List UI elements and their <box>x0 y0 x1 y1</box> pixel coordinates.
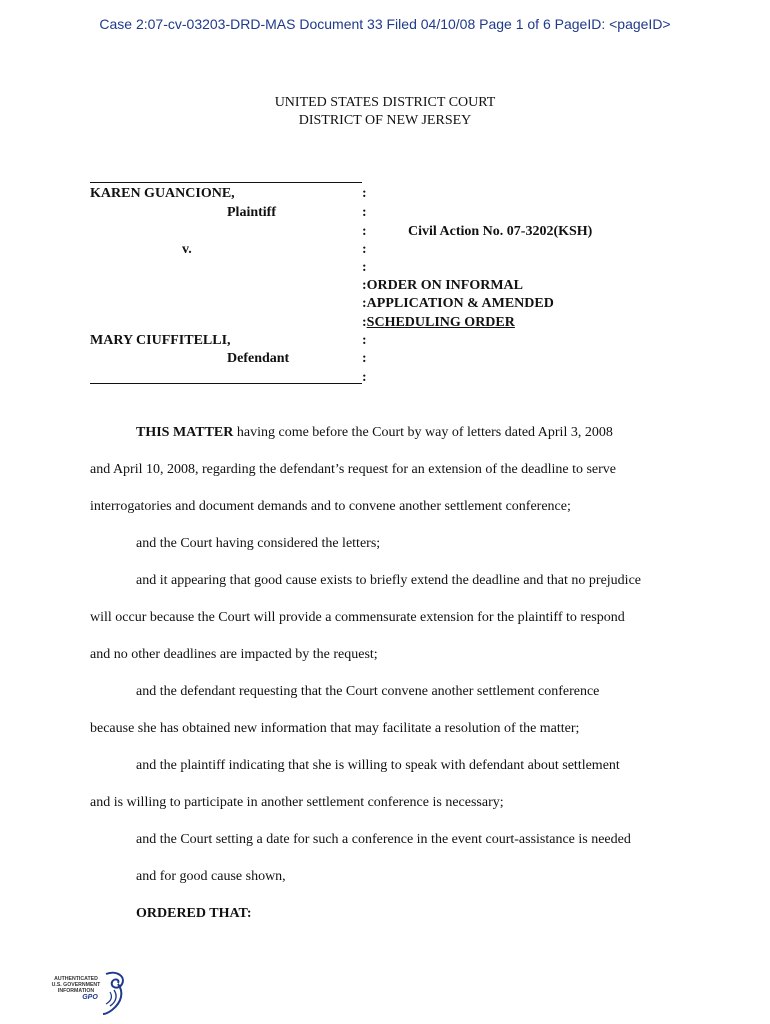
order-title-line-2: :APPLICATION & AMENDED <box>362 296 554 311</box>
body-line: because she has obtained new information that may facilitate a resolution of the matter; <box>90 721 580 736</box>
logo-text-gpo: GPO <box>82 994 98 1001</box>
body-line: and for good cause shown, <box>136 869 286 884</box>
plaintiff-name: KAREN GUANCIONE, <box>90 186 235 201</box>
body-line: interrogatories and document demands and to convene another settlement conference; <box>90 499 571 514</box>
this-matter-lead: THIS MATTER <box>136 425 234 440</box>
caption-colon: : <box>362 370 367 385</box>
defendant-role: Defendant <box>227 351 290 366</box>
body-paragraph-4: and the defendant requesting that the Court convene another settlement conference <box>136 684 600 699</box>
caption-colon: : <box>362 351 367 366</box>
logo-text-line: U.S. GOVERNMENT <box>51 982 101 988</box>
body-paragraph-1 <box>136 425 613 441</box>
caption-top-rule <box>90 182 362 183</box>
body-line: and April 10, 2008, regarding the defendant’s request for an extension of the deadline to serve <box>90 462 617 477</box>
body-line: and is willing to participate in another settlement conference is necessary; <box>90 795 504 810</box>
ordered-heading: ORDERED THAT: <box>136 906 252 921</box>
caption-colon: : <box>362 333 367 348</box>
versus-label: v. <box>182 242 192 257</box>
order-title-line-1: :ORDER ON INFORMAL <box>362 278 523 293</box>
body-paragraph-5: and the plaintiff indicating that she is willing to speak with defendant about settlement <box>136 758 620 773</box>
logo-text-line: INFORMATION <box>57 988 95 994</box>
logo-text-line: AUTHENTICATED <box>54 976 98 982</box>
caption-bottom-rule <box>90 383 362 384</box>
caption-colon: : <box>362 260 367 275</box>
plaintiff-role: Plaintiff <box>227 205 276 220</box>
document-header-stamp: Case 2:07-cv-03203-DRD-MAS Document 33 Filed 04/10/08 Page 1 of 6 PageID: <pageID> <box>99 16 671 32</box>
body-line: and no other deadlines are impacted by the request; <box>90 647 378 662</box>
caption-colon: : <box>362 205 367 220</box>
order-title-line-3 <box>362 315 515 331</box>
defendant-name: MARY CIUFFITELLI, <box>90 333 231 348</box>
body-line: will occur because the Court will provide a commensurate extension for the plaintiff to respond <box>90 610 625 625</box>
caption-colon: : <box>362 224 367 239</box>
eagle-icon <box>102 970 128 1016</box>
body-paragraph-3: and it appearing that good cause exists to briefly extend the deadline and that no prejudice <box>136 573 641 588</box>
caption-colon: : <box>362 186 367 201</box>
court-name: UNITED STATES DISTRICT COURT <box>274 95 496 110</box>
caption-colon: : <box>362 242 367 257</box>
civil-action-number: Civil Action No. 07-3202(KSH) <box>408 224 593 239</box>
order-title-colon: : <box>362 315 367 330</box>
body-paragraph-2: and the Court having considered the letters; <box>136 536 381 551</box>
body-paragraph-6: and the Court setting a date for such a conference in the event court-assistance is needed <box>136 832 631 847</box>
paragraph-text: having come before the Court by way of letters dated April 3, 2008 <box>233 425 613 440</box>
gpo-authentication-logo <box>40 970 130 1016</box>
order-title-underlined: SCHEDULING ORDER <box>366 315 515 330</box>
court-district: DISTRICT OF NEW JERSEY <box>298 113 472 128</box>
